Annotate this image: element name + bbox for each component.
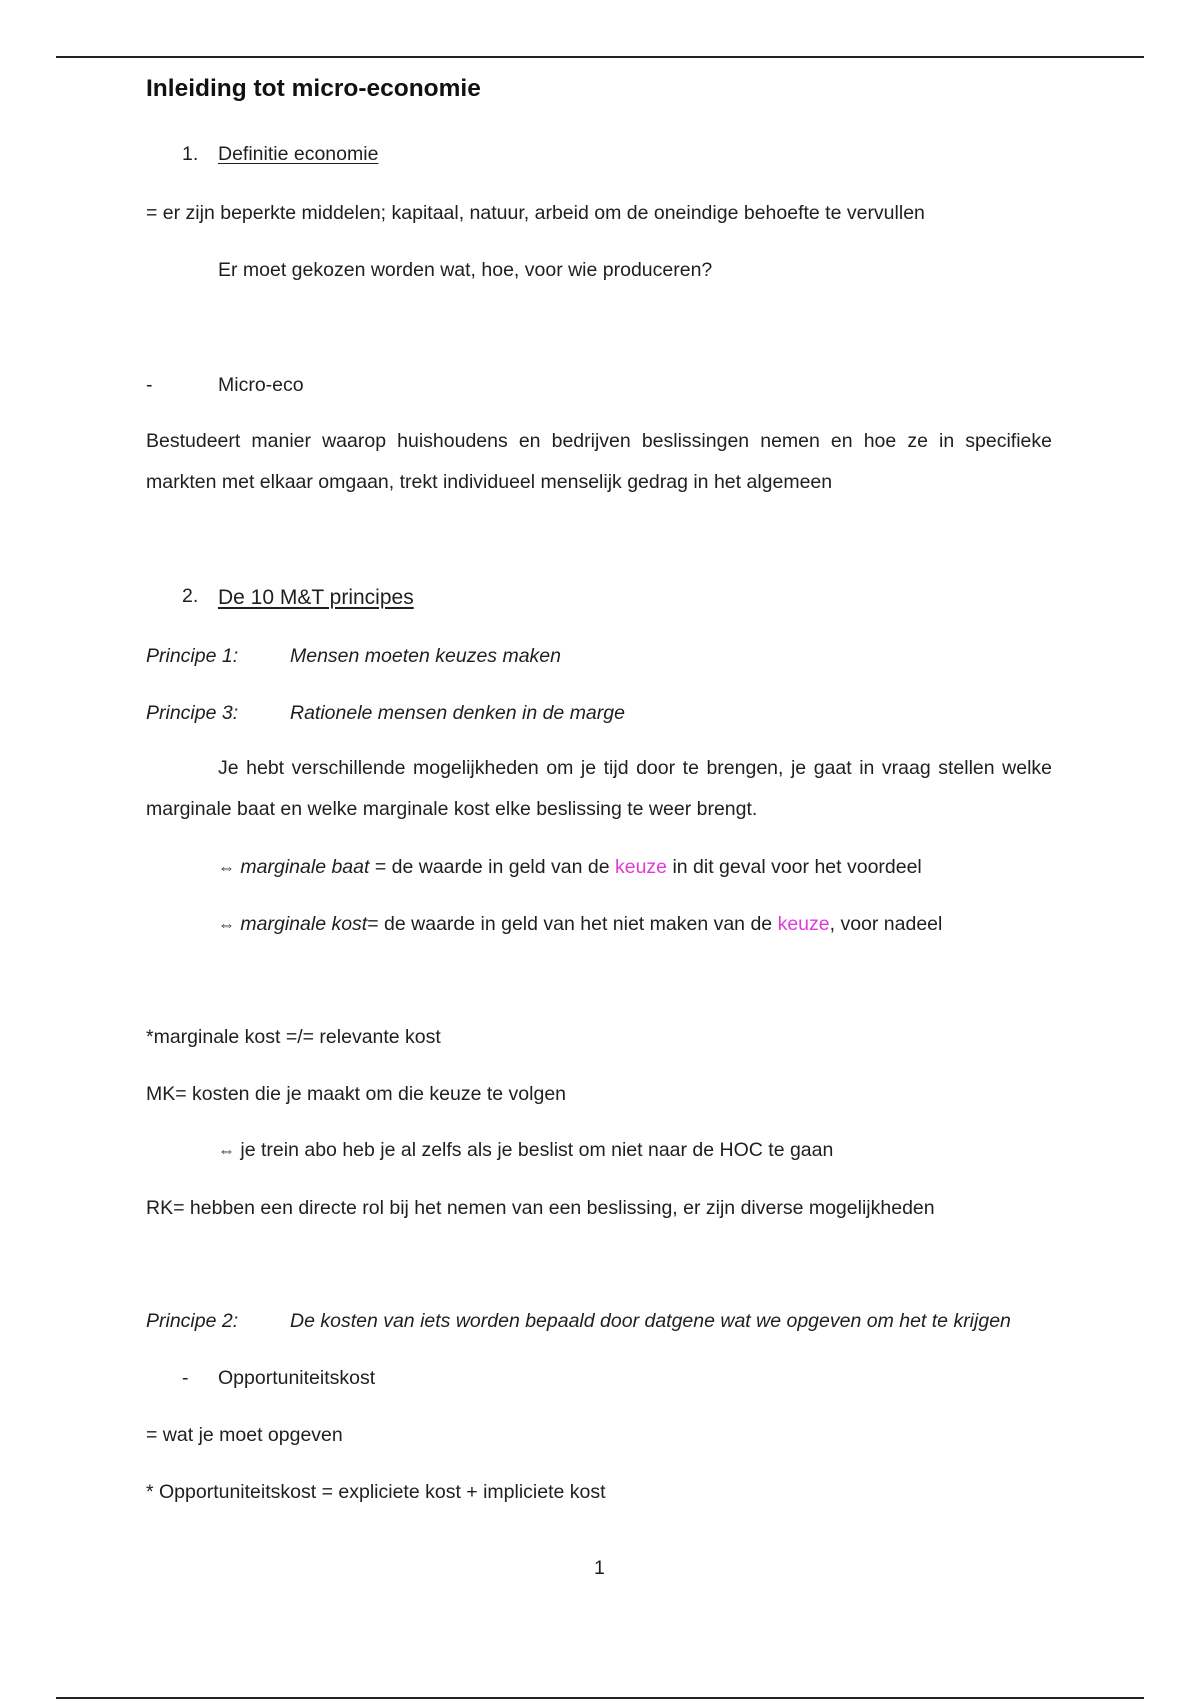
marginale-kost-post: , voor nadeel: [829, 913, 943, 935]
marginale-baat-post: in dit geval voor het voordeel: [667, 856, 922, 878]
micro-eco-label: Micro-eco: [218, 374, 304, 396]
marginale-baat-pre: = de waarde in geld van de: [369, 856, 615, 878]
opportuniteitskost-formula: * Opportuniteitskost = expliciete kost + impliciete kost: [146, 1481, 606, 1503]
marginale-kost-line: [218, 913, 942, 936]
marginale-baat-line: [218, 856, 922, 879]
principle1-label: Principe 1:: [146, 645, 239, 667]
keuze-highlight: keuze: [777, 913, 830, 935]
top-rule: [56, 56, 1144, 58]
section2-number: 2.: [182, 585, 199, 607]
principle2-label: Principe 2:: [146, 1310, 239, 1332]
bottom-rule: [56, 1697, 1144, 1699]
marginale-kost-term: marginale kost: [240, 913, 368, 935]
principle2-text: De kosten van iets worden bepaald door datgene wat we opgeven om het te krijgen: [290, 1310, 1011, 1332]
mk-example-line: [218, 1139, 833, 1162]
equivalence-arrow-icon: ⇔: [218, 915, 235, 934]
micro-eco-paragraph: Bestudeert manier waarop huishoudens en bedrijven beslissingen nemen en hoe ze in specifieke markten met elkaar omgaan, trekt individueel menselijk gedrag in het algemeen: [146, 430, 1052, 493]
marginale-kost-pre: = de waarde in geld van het niet maken van de: [367, 913, 778, 935]
question-text: Er moet gekozen worden wat, hoe, voor wie produceren?: [218, 259, 713, 281]
equivalence-arrow-icon: ⇔: [218, 1141, 235, 1160]
principle3-text: Rationele mensen denken in de marge: [290, 702, 625, 724]
equivalence-arrow-icon: ⇔: [218, 858, 235, 877]
bullet-dash: -: [182, 1367, 189, 1389]
bullet-dash: -: [146, 374, 153, 396]
page-title: Inleiding tot micro-economie: [146, 75, 481, 102]
opportuniteitskost-definition: = wat je moet opgeven: [146, 1424, 343, 1446]
opportuniteitskost-label: Opportuniteitskost: [218, 1367, 376, 1389]
principle3-label: Principe 3:: [146, 702, 239, 724]
section2-heading: De 10 M&T principes: [218, 586, 414, 609]
marginale-baat-term: marginale baat: [240, 856, 370, 878]
rk-definition: RK= hebben een directe rol bij het nemen van een beslissing, er zijn diverse mogelijkheden: [146, 1197, 935, 1219]
keuze-highlight: keuze: [614, 856, 668, 878]
principle3-explanation: Je hebt verschillende mogelijkheden om je tijd door te brengen, je gaat in vraag stellen welke marginale baat en welke marginale kost elke beslissing te weer brengt.: [146, 757, 1052, 820]
mk-definition: MK= kosten die je maakt om die keuze te volgen: [146, 1083, 567, 1105]
section1-number: 1.: [182, 143, 199, 165]
note-marginale-kost: *marginale kost =/= relevante kost: [146, 1026, 441, 1048]
definition-text: = er zijn beperkte middelen; kapitaal, natuur, arbeid om de oneindige behoefte te vervullen: [146, 202, 925, 224]
mk-example-text: je trein abo heb je al zelfs als je beslist om niet naar de HOC te gaan: [240, 1139, 834, 1161]
page-number: 1: [594, 1557, 605, 1579]
section1-heading: Definitie economie: [218, 143, 379, 165]
principle1-text: Mensen moeten keuzes maken: [290, 645, 561, 667]
